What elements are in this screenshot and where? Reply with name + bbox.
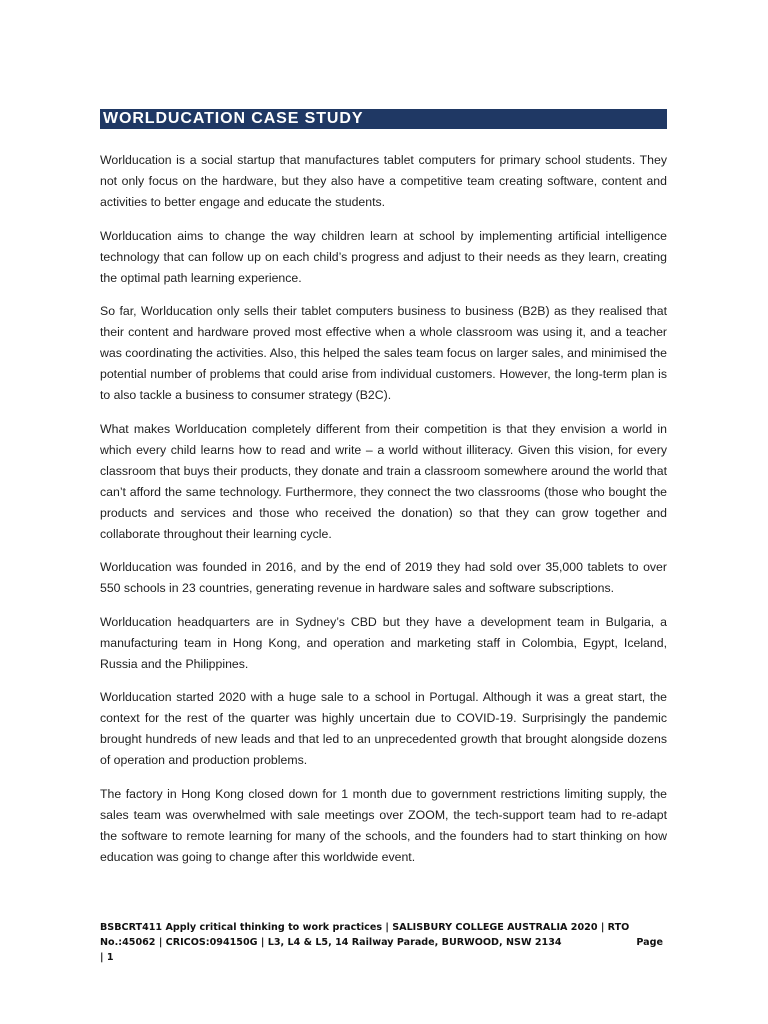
document-body [100,150,667,880]
section-heading: WORLDUCATION CASE STUDY [103,110,364,127]
footer-page-label: Page [636,937,663,948]
section-heading-bar [100,109,667,129]
footer-page-number: | 1 [100,952,114,963]
page-footer [100,920,667,965]
paragraph-headquarters: Worlducation headquarters are in Sydney’s CBD but they have a development team in Bulgaria, a manufacturing team in Hong Kong, and operation and marketing staff in Colombia, Egypt, Iceland, Russia and the Philippines. [100,614,667,671]
footer-address: No.:45062 | CRICOS:094150G | L3, L4 & L5, 14 Railway Parade, BURWOOD, NSW 2134 [100,937,562,948]
paragraph-factory: The factory in Hong Kong closed down for 1 month due to government restrictions limiting supply, the sales team was overwhelmed with sale meetings over ZOOM, the tech-support team had to re-adapt the software to remote learning for many of the schools, and the founders had to start thinking on how education was going to change after this worldwide event. [100,786,667,864]
footer-line-1: BSBCRT411 Apply critical thinking to work practices | SALISBURY COLLEGE AUSTRALIA 2020 | RTO [100,922,630,933]
paragraph-aims: Worlducation aims to change the way children learn at school by implementing artificial intelligence technology that can follow up on each child’s progress and adjust to their needs as they learn, creating the optimal path learning experience. [100,228,667,285]
paragraph-founded: Worlducation was founded in 2016, and by the end of 2019 they had sold over 35,000 tablets to over 550 schools in 23 countries, generating revenue in hardware sales and software subscriptions. [100,560,667,595]
paragraph-vision: What makes Worlducation completely different from their competition is that they envision a world in which every child learns how to read and write – a world without illiteracy. Given this vision, for every classroom that buys their products, they donate and train a classroom somewhere around the world that can’t afford the same technology. Furthermore, they connect the two classrooms (those who bought the products and services and those who received the donation) so that they can grow together and collaborate throughout their learning cycle. [100,421,667,541]
paragraph-b2b: So far, Worlducation only sells their tablet computers business to business (B2B) as they realised that their content and hardware proved most effective when a whole classroom was using it, and a teacher was coordinating the activities. Also, this helped the sales team focus on larger sales, and minimised the potential number of problems that could arise from individual customers. However, the long-term plan is to also tackle a business to consumer strategy (B2C). [100,304,667,402]
paragraph-2020: Worlducation started 2020 with a huge sale to a school in Portugal. Although it was a great start, the context for the rest of the quarter was highly uncertain due to COVID-19. Surprisingly the pandemic brought hundreds of new leads and that led to an unprecedented growth that brought alongside dozens of operation and production problems. [100,690,667,767]
footer-line-2 [100,935,667,950]
paragraph-intro: Worlducation is a social startup that manufactures tablet computers for primary school students. They not only focus on the hardware, but they also have a competitive team creating software, content and activities to better engage and educate the students. [100,153,667,209]
